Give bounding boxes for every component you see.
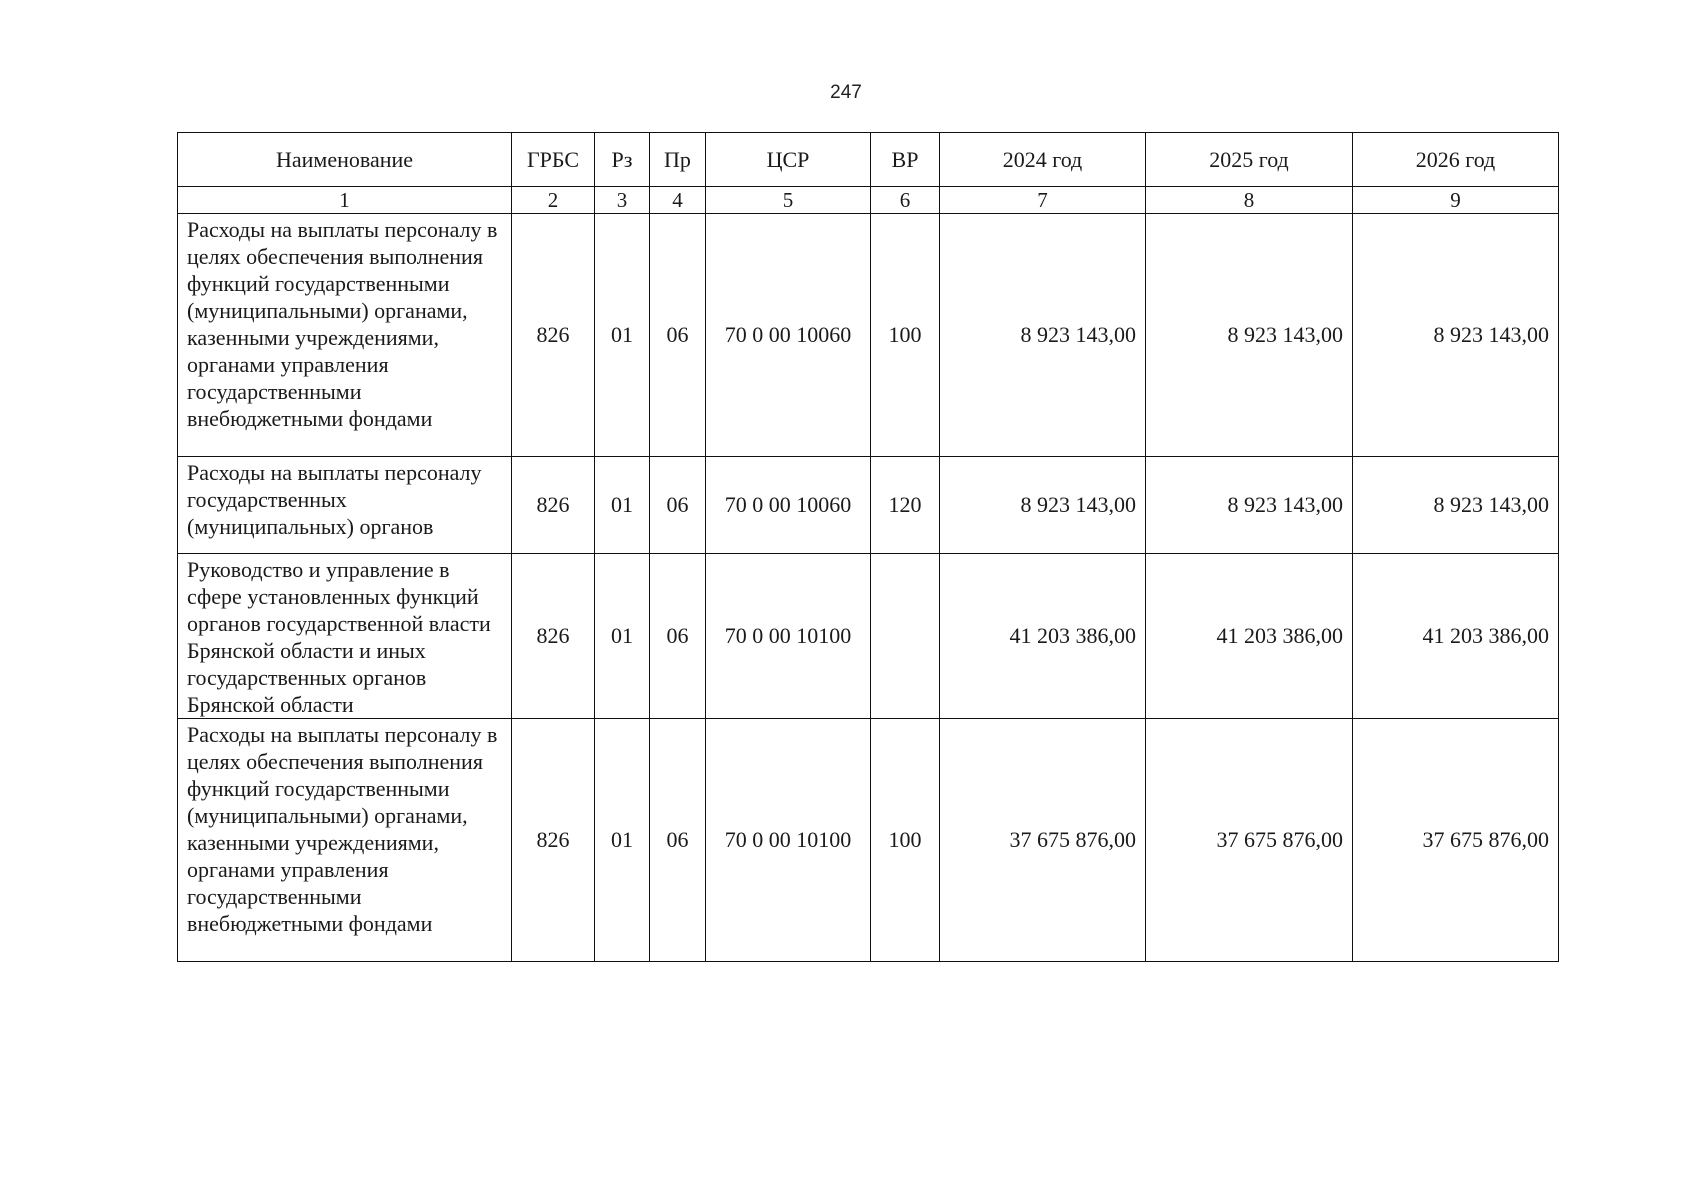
row-name: Расходы на выплаты персоналу в целях обеспечения выполнения функций государственными (муниципальными) органами, казенными учреждениями, органами управления государственными внебюджетными фондами bbox=[178, 719, 512, 962]
row-rz: 01 bbox=[595, 554, 650, 719]
table-row bbox=[178, 554, 1559, 719]
row-grbs: 826 bbox=[512, 214, 595, 457]
row-amount-2025: 8 923 143,00 bbox=[1146, 457, 1353, 554]
page-number: 247 bbox=[830, 82, 862, 103]
row-vr bbox=[871, 554, 940, 719]
row-grbs: 826 bbox=[512, 457, 595, 554]
header-2024: 2024 год bbox=[940, 133, 1146, 187]
row-vr: 100 bbox=[871, 214, 940, 457]
row-pr: 06 bbox=[650, 214, 706, 457]
row-amount-2024: 8 923 143,00 bbox=[940, 457, 1146, 554]
table-row bbox=[178, 457, 1559, 554]
row-name: Расходы на выплаты персоналу государственных (муниципальных) органов bbox=[178, 457, 512, 554]
row-amount-2026: 8 923 143,00 bbox=[1353, 457, 1559, 554]
row-pr: 06 bbox=[650, 554, 706, 719]
table-row bbox=[178, 214, 1559, 457]
row-amount-2026: 8 923 143,00 bbox=[1353, 214, 1559, 457]
row-amount-2025: 37 675 876,00 bbox=[1146, 719, 1353, 962]
header-name: Наименование bbox=[178, 133, 512, 187]
header-grbs: ГРБС bbox=[512, 133, 595, 187]
column-number-row bbox=[178, 187, 1559, 214]
row-grbs: 826 bbox=[512, 554, 595, 719]
header-2025: 2025 год bbox=[1146, 133, 1353, 187]
row-csr: 70 0 00 10100 bbox=[706, 719, 871, 962]
row-grbs: 826 bbox=[512, 719, 595, 962]
row-pr: 06 bbox=[650, 457, 706, 554]
row-pr: 06 bbox=[650, 719, 706, 962]
row-amount-2025: 41 203 386,00 bbox=[1146, 554, 1353, 719]
column-number: 5 bbox=[706, 187, 871, 214]
header-csr: ЦСР bbox=[706, 133, 871, 187]
row-csr: 70 0 00 10060 bbox=[706, 214, 871, 457]
header-pr: Пр bbox=[650, 133, 706, 187]
row-name: Расходы на выплаты персоналу в целях обеспечения выполнения функций государственными (муниципальными) органами, казенными учреждениями, органами управления государственными внебюджетными фондами bbox=[178, 214, 512, 457]
row-csr: 70 0 00 10060 bbox=[706, 457, 871, 554]
column-number: 4 bbox=[650, 187, 706, 214]
row-vr: 120 bbox=[871, 457, 940, 554]
row-rz: 01 bbox=[595, 457, 650, 554]
column-number: 2 bbox=[512, 187, 595, 214]
row-amount-2024: 41 203 386,00 bbox=[940, 554, 1146, 719]
row-amount-2026: 37 675 876,00 bbox=[1353, 719, 1559, 962]
row-amount-2024: 8 923 143,00 bbox=[940, 214, 1146, 457]
column-number: 1 bbox=[178, 187, 512, 214]
header-vr: ВР bbox=[871, 133, 940, 187]
column-number: 3 bbox=[595, 187, 650, 214]
row-amount-2026: 41 203 386,00 bbox=[1353, 554, 1559, 719]
row-amount-2024: 37 675 876,00 bbox=[940, 719, 1146, 962]
row-vr: 100 bbox=[871, 719, 940, 962]
row-name: Руководство и управление в сфере установленных функций органов государственной власти Брянской области и иных государственных органов Брянской области bbox=[178, 554, 512, 719]
budget-table bbox=[177, 132, 1559, 962]
header-row bbox=[178, 133, 1559, 187]
row-rz: 01 bbox=[595, 719, 650, 962]
header-rz: Рз bbox=[595, 133, 650, 187]
row-csr: 70 0 00 10100 bbox=[706, 554, 871, 719]
header-2026: 2026 год bbox=[1353, 133, 1559, 187]
column-number: 7 bbox=[940, 187, 1146, 214]
column-number: 9 bbox=[1353, 187, 1559, 214]
table-row bbox=[178, 719, 1559, 962]
row-rz: 01 bbox=[595, 214, 650, 457]
column-number: 6 bbox=[871, 187, 940, 214]
column-number: 8 bbox=[1146, 187, 1353, 214]
row-amount-2025: 8 923 143,00 bbox=[1146, 214, 1353, 457]
